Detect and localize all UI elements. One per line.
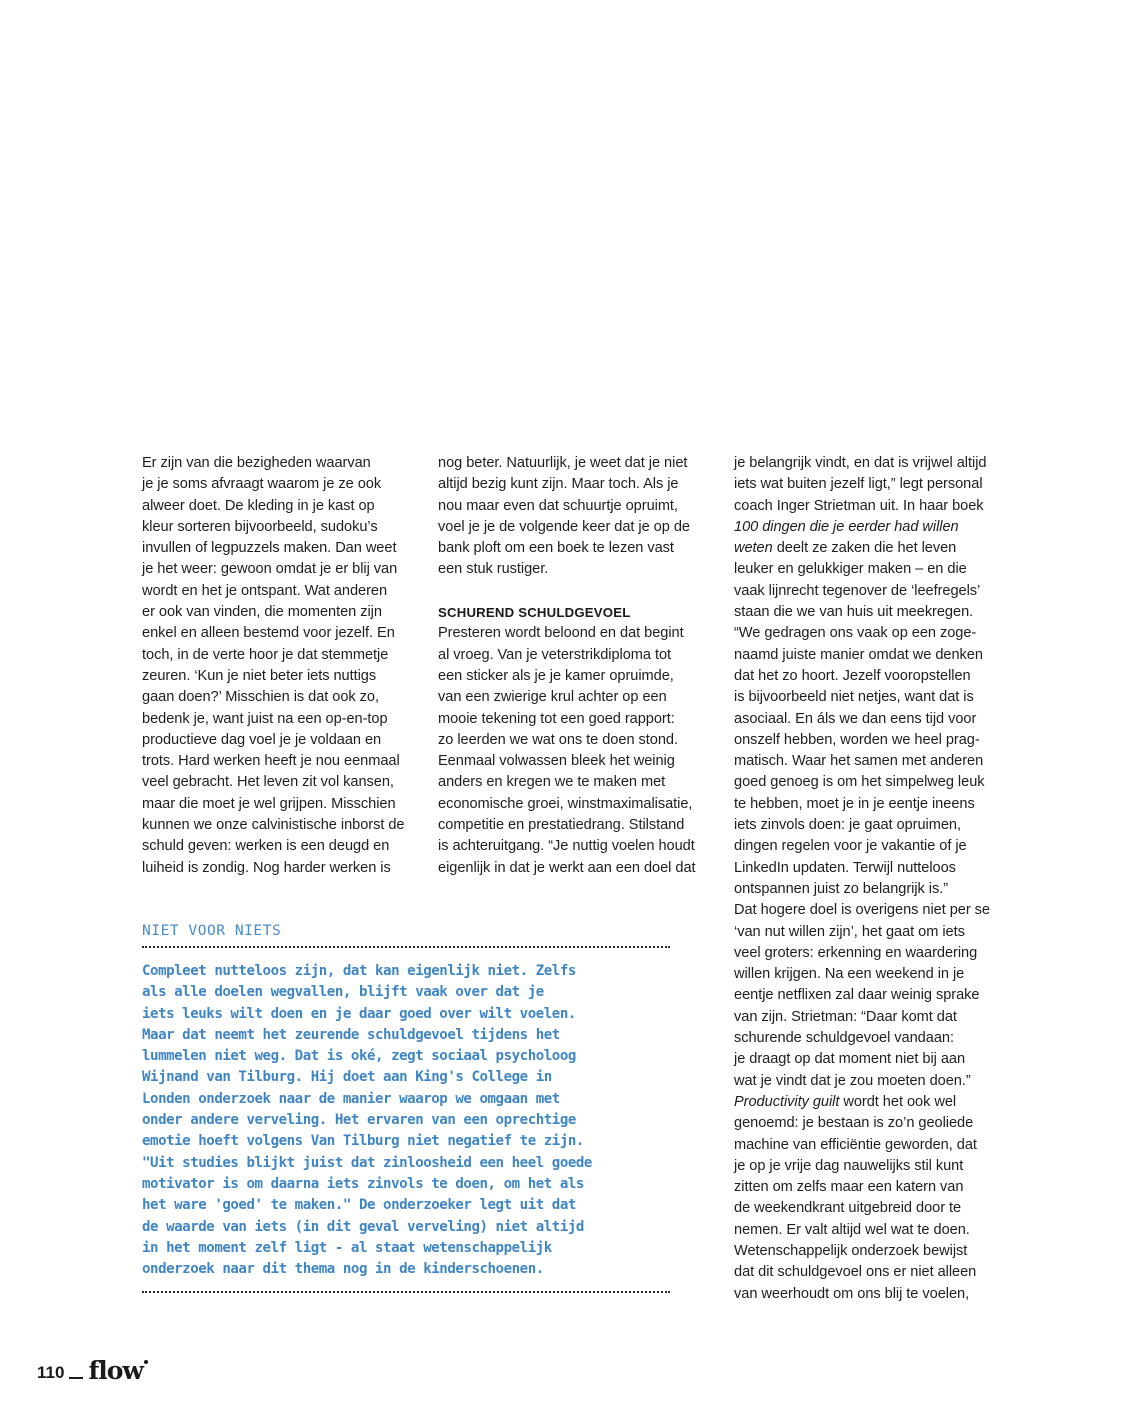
- sidebar-line: Compleet nutteloos zijn, dat kan eigenlijk niet. Zelfs: [142, 963, 576, 979]
- body-line: naamd juiste manier omdat we denken: [734, 646, 983, 663]
- dotted-divider-top: [142, 946, 670, 948]
- body-line: competitie en prestatiedrang. Stilstand: [438, 817, 685, 834]
- body-line: coach Inger Strietman uit. In haar boek: [734, 497, 984, 514]
- page-number: 110: [37, 1363, 65, 1382]
- body-line: Er zijn van die bezigheden waarvan: [142, 455, 371, 471]
- body-line: eigenlijk in dat je werkt aan een doel dat: [438, 859, 696, 876]
- body-line: wat je vindt dat je zou moeten doen.”: [734, 1072, 971, 1089]
- sidebar-line: Londen onderzoek naar de manier waarop we omgaan met: [142, 1090, 560, 1107]
- body-line: bank ploft om een boek te lezen vast: [438, 540, 674, 557]
- body-line: toch, in de verte hoor je dat stemmetje: [142, 646, 389, 663]
- body-line: van weerhoudt om ons blij te voelen,: [734, 1285, 970, 1302]
- body-line: nou maar even dat schuurtje opruimt,: [438, 497, 678, 514]
- body-line: wordt en het je ontspant. Wat anderen: [142, 582, 388, 599]
- page-footer: [37, 1346, 148, 1386]
- body-line: mooie tekening tot een goed rapport:: [438, 710, 675, 727]
- body-line: kleur sorteren bijvoorbeeld, sudoku’s: [142, 518, 378, 535]
- article-column-2: [438, 453, 723, 879]
- brand-logo-dot: [144, 1360, 148, 1364]
- body-line: anders en kregen we te maken met: [438, 774, 666, 791]
- body-line: iets zinvols doen: je gaat opruimen,: [734, 817, 961, 834]
- body-line: je je soms afvraagt waarom je ze ook: [142, 476, 382, 493]
- body-line: je het weer: gewoon omdat je er blij van: [142, 561, 398, 578]
- body-line: zeuren. ‘Kun je niet beter iets nuttigs: [142, 667, 377, 684]
- body-line: bedenk je, want juist na een op-en-top: [142, 710, 388, 727]
- sidebar-line: motivator is om daarna iets zinvols te doen, om het als: [142, 1175, 584, 1192]
- body-line: luiheid is zondig. Nog harder werken is: [142, 859, 391, 876]
- body-line: leuker en gelukkiger maken – en die: [734, 561, 967, 578]
- body-line: [734, 538, 1019, 559]
- body-line: asociaal. En áls we dan eens tijd voor: [734, 710, 977, 727]
- sidebar-body: [142, 961, 670, 1280]
- body-line: een sticker als je je kamer opruimde,: [438, 667, 674, 684]
- body-line: machine van efficiëntie geworden, dat: [734, 1136, 977, 1153]
- body-line: alweer doet. De kleding in je kast op: [142, 497, 375, 514]
- sidebar-line: emotie hoeft volgens Van Tilburg niet negatief te zijn.: [142, 1133, 584, 1150]
- body-line: staan die we van huis uit meekregen.: [734, 604, 974, 621]
- body-line: zo leerden we wat ons te doen stond.: [438, 731, 678, 748]
- body-line: je draagt op dat moment niet bij aan: [734, 1051, 966, 1068]
- body-line: veel groters: erkenning en waardering: [734, 944, 978, 961]
- body-line: willen krijgen. Na een weekend in je: [734, 966, 965, 983]
- body-line: Wetenschappelijk onderzoek bewijst: [734, 1242, 968, 1259]
- body-line: is bijvoorbeeld niet netjes, want dat is: [734, 689, 974, 706]
- body-text: deelt ze zaken die het leven: [772, 540, 957, 557]
- article-column-1: [142, 453, 427, 879]
- body-line: economische groei, winstmaximalisatie,: [438, 795, 693, 812]
- sidebar-line: als alle doelen wegvallen, blijft vaak over dat je: [142, 984, 544, 1001]
- article-column-3: [734, 453, 1019, 1305]
- book-title-end: weten: [734, 540, 773, 557]
- body-line: gaan doen?’ Misschien is dat ook zo,: [142, 689, 379, 706]
- sidebar-line: de waarde van iets (in dit geval verveling) niet altijd: [142, 1218, 584, 1235]
- sidebar-box: [142, 918, 670, 1293]
- body-line: nog beter. Natuurlijk, je weet dat je niet: [438, 455, 688, 471]
- body-line: er ook van vinden, die momenten zijn: [142, 604, 382, 621]
- body-line: zitten om zelfs maar een katern van: [734, 1179, 964, 1196]
- body-line: dingen regelen voor je vakantie of je: [734, 838, 967, 855]
- body-line: productieve dag voel je je voldaan en: [142, 731, 382, 748]
- body-line: is achteruitgang. “Je nuttig voelen houdt: [438, 838, 695, 855]
- body-line: voel je je de volgende keer dat je op de: [438, 518, 690, 535]
- body-line: schuld geven: werken is een deugd en: [142, 838, 390, 855]
- body-line: al vroeg. Van je veterstrikdiploma tot: [438, 646, 672, 663]
- sidebar-title: NIET VOOR NIETS: [142, 922, 282, 939]
- body-line: goed genoeg is om het simpelweg leuk: [734, 774, 985, 791]
- body-line: iets wat buiten jezelf ligt,” legt personal: [734, 476, 983, 493]
- body-line: enkel en alleen bestemd voor jezelf. En: [142, 625, 395, 642]
- body-line: genoemd: je bestaan is zo’n geoliede: [734, 1115, 974, 1132]
- body-line: van zijn. Strietman: “Daar komt dat: [734, 1008, 957, 1025]
- body-text: wordt het ook wel: [839, 1093, 957, 1110]
- body-line: je belangrijk vindt, en dat is vrijwel altijd: [734, 455, 987, 471]
- body-line: nemen. Er valt altijd wel wat te doen.: [734, 1221, 970, 1238]
- body-line: maar die moet je wel grijpen. Misschien: [142, 795, 396, 812]
- body-line: vaak lijnrecht tegenover de ‘leefregels’: [734, 582, 981, 599]
- sidebar-line: Maar dat neemt het zeurende schuldgevoel tijdens het: [142, 1026, 560, 1043]
- section-heading: SCHUREND SCHULDGEVOEL: [438, 605, 631, 621]
- body-line: ‘van nut willen zijn’, het gaat om iets: [734, 923, 965, 940]
- brand-logo: flow: [88, 1356, 143, 1385]
- body-line: een stuk rustiger.: [438, 561, 549, 578]
- body-line: dat het zo hoort. Jezelf vooropstellen: [734, 667, 971, 684]
- footer-underscore: [69, 1377, 83, 1379]
- body-line: eentje netflixen zal daar weinig sprake: [734, 987, 980, 1004]
- dotted-divider-bottom: [142, 1291, 670, 1293]
- sidebar-line: Wijnand van Tilburg. Hij doet aan King's College in: [142, 1069, 552, 1086]
- sidebar-line: lummelen niet weg. Dat is oké, zegt sociaal psycholoog: [142, 1048, 576, 1065]
- body-line: te hebben, moet je in je eentje ineens: [734, 795, 975, 812]
- body-line: “We gedragen ons vaak op een zoge-: [734, 625, 977, 642]
- sidebar-line: iets leuks wilt doen en je daar goed over wilt voelen.: [142, 1005, 576, 1022]
- body-line: Eenmaal volwassen bleek het weinig: [438, 753, 675, 770]
- book-title: 100 dingen die je eerder had willen: [734, 518, 959, 535]
- body-line: de weekendkrant uitgebreid door te: [734, 1200, 962, 1217]
- body-line: Dat hogere doel is overigens niet per se: [734, 902, 990, 919]
- body-line: Presteren wordt beloond en dat begint: [438, 625, 684, 642]
- sidebar-line: het ware 'goed' te maken." De onderzoeker legt uit dat: [142, 1197, 576, 1214]
- body-line: je op je vrije dag nauwelijks stil kunt: [734, 1157, 964, 1174]
- body-line: [734, 1092, 1019, 1113]
- paragraph-gap: [438, 581, 723, 602]
- term-italic: Productivity guilt: [734, 1093, 840, 1110]
- body-line: trots. Hard werken heeft je nou eenmaal: [142, 753, 400, 770]
- body-line: LinkedIn updaten. Terwijl nutteloos: [734, 859, 956, 876]
- body-line: schurende schuldgevoel vandaan:: [734, 1030, 954, 1047]
- body-line: onszelf hebben, worden we heel prag-: [734, 731, 980, 748]
- sidebar-line: onderzoek naar dit thema nog in de kinderschoenen.: [142, 1261, 544, 1278]
- body-line: invullen of legpuzzels maken. Dan weet: [142, 540, 397, 557]
- body-line: veel gebracht. Het leven zit vol kansen,: [142, 774, 394, 791]
- body-line: van een zwierige krul achter op een: [438, 689, 667, 706]
- body-line: matisch. Waar het samen met anderen: [734, 753, 984, 770]
- sidebar-line: in het moment zelf ligt - al staat wetenschappelijk: [142, 1239, 552, 1256]
- body-line: altijd bezig kunt zijn. Maar toch. Als je: [438, 476, 679, 493]
- sidebar-line: "Uit studies blijkt juist dat zinloosheid een heel goede: [142, 1154, 592, 1171]
- sidebar-line: onder andere verveling. Het ervaren van een oprechtige: [142, 1112, 576, 1129]
- body-line: ontspannen juist zo belangrijk is.”: [734, 880, 949, 897]
- body-line: dat dit schuldgevoel ons er niet alleen: [734, 1264, 977, 1281]
- body-line: kunnen we onze calvinistische inborst de: [142, 817, 405, 834]
